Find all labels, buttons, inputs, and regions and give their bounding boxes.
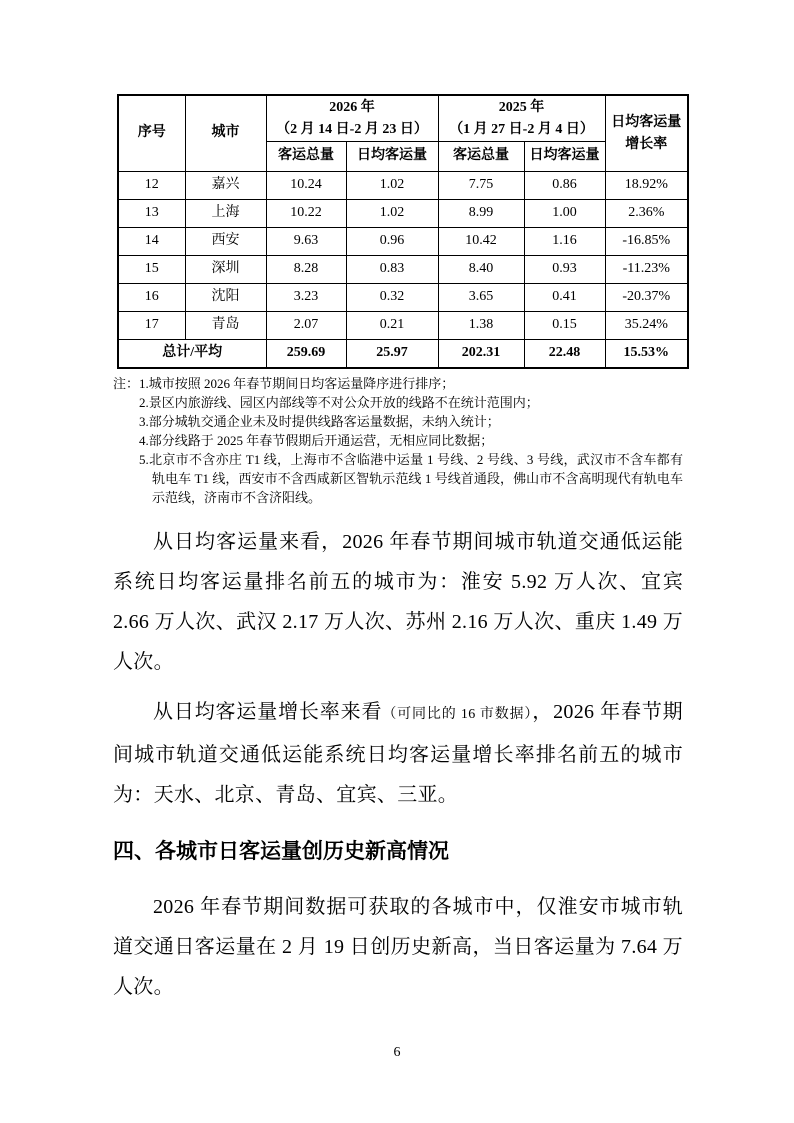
- header-city: 城市: [185, 95, 266, 172]
- header-2026-total-volume: 客运总量: [266, 142, 346, 172]
- cell-daily-2025: 22.48: [524, 340, 605, 369]
- cell-city: 上海: [185, 200, 266, 228]
- passenger-volume-table: [117, 94, 689, 369]
- note-item: 4.部分线路于 2025 年春节假期后开通运营，无相应同比数据；: [139, 433, 494, 448]
- cell-daily-2025: 0.41: [524, 284, 605, 312]
- cell-total-2025: 8.99: [438, 200, 524, 228]
- cell-total-2025: 8.40: [438, 256, 524, 284]
- header-growth-line2: 增长率: [625, 136, 668, 152]
- note-item: 2.景区内旅游线、园区内部线等不对公众开放的线路不在统计范围内；: [139, 395, 539, 410]
- cell-city: 西安: [185, 228, 266, 256]
- cell-growth: -20.37%: [605, 284, 688, 312]
- note-item: 5.北京市不含亦庄 T1 线，上海市不含临港中运量 1 号线、2 号线、3 号线，武汉市不含车都有轨电车 T1 线，西安市不含西咸新区智轨示范线 1 号线首通段，佛山市不含高明现代有轨电车示范线，济南市不含济阳线。: [139, 452, 683, 505]
- cell-seq: 13: [118, 200, 185, 228]
- header-seq: 序号: [118, 95, 185, 172]
- cell-city: 嘉兴: [185, 172, 266, 200]
- header-2025-year: 2025 年: [498, 99, 545, 115]
- cell-daily-2026: 1.02: [346, 172, 438, 200]
- header-period-2025: [438, 95, 605, 142]
- table-row: [118, 284, 688, 312]
- cell-city: 深圳: [185, 256, 266, 284]
- cell-total-2026: 10.22: [266, 200, 346, 228]
- cell-daily-2026: 0.32: [346, 284, 438, 312]
- cell-daily-2025: 0.93: [524, 256, 605, 284]
- cell-growth: -16.85%: [605, 228, 688, 256]
- note-item: 1.城市按照 2026 年春节期间日均客运量降序进行排序；: [139, 376, 455, 391]
- cell-city: 沈阳: [185, 284, 266, 312]
- cell-daily-2025: 1.00: [524, 200, 605, 228]
- header-2025-daily-volume: 日均客运量: [524, 142, 605, 172]
- table-total-row: [118, 340, 688, 369]
- cell-growth: -11.23%: [605, 256, 688, 284]
- cell-total-2026: 259.69: [266, 340, 346, 369]
- header-2026-range: （2 月 14 日-2 月 23 日）: [276, 121, 428, 137]
- cell-daily-2026: 0.96: [346, 228, 438, 256]
- cell-total-2026: 3.23: [266, 284, 346, 312]
- table-row: [118, 228, 688, 256]
- cell-total-2025: 10.42: [438, 228, 524, 256]
- cell-daily-2026: 1.02: [346, 200, 438, 228]
- section-heading: 四、各城市日客运量创历史新高情况: [113, 839, 449, 863]
- cell-daily-2026: 0.83: [346, 256, 438, 284]
- cell-daily-2025: 1.16: [524, 228, 605, 256]
- paragraph-top5-daily-volume: 从日均客运量来看，2026 年春节期间城市轨道交通低运能系统日均客运量排名前五的城市为：淮安 5.92 万人次、宜宾 2.66 万人次、武汉 2.17 万人次、苏州 2.16 万人次、重庆 1.49 万人次。: [113, 531, 683, 673]
- notes-label: 注：: [113, 376, 140, 391]
- cell-growth: 2.36%: [605, 200, 688, 228]
- table-row: [118, 172, 688, 200]
- paragraph-growth-lead: 从日均客运量增长率来看: [153, 701, 383, 723]
- cell-seq: 12: [118, 172, 185, 200]
- header-2026-daily-volume: 日均客运量: [346, 142, 438, 172]
- cell-total-2026: 10.24: [266, 172, 346, 200]
- cell-total-2025: 3.65: [438, 284, 524, 312]
- cell-seq: 15: [118, 256, 185, 284]
- header-period-2026: [266, 95, 438, 142]
- cell-total-2025: 7.75: [438, 172, 524, 200]
- note-item: 3.部分城轨交通企业未及时提供线路客运量数据，未纳入统计；: [139, 414, 500, 429]
- paragraph-growth-rest: ，2026 年春节期间城市轨道交通低运能系统日均客运量增长率排名前五的城市为：天水、北京、青岛、宜宾、三亚。: [113, 701, 683, 806]
- cell-total-2026: 9.63: [266, 228, 346, 256]
- notes-list: [139, 374, 683, 507]
- page-number: 6: [393, 1045, 401, 1060]
- cell-total-label: 总计/平均: [118, 340, 266, 369]
- table-row: [118, 200, 688, 228]
- cell-total-2025: 202.31: [438, 340, 524, 369]
- cell-total-2026: 2.07: [266, 312, 346, 340]
- cell-daily-2026: 0.21: [346, 312, 438, 340]
- table-row: [118, 256, 688, 284]
- cell-growth: 35.24%: [605, 312, 688, 340]
- cell-seq: 16: [118, 284, 185, 312]
- cell-growth: 18.92%: [605, 172, 688, 200]
- table-row: [118, 312, 688, 340]
- cell-total-2025: 1.38: [438, 312, 524, 340]
- header-2025-total-volume: 客运总量: [438, 142, 524, 172]
- cell-seq: 14: [118, 228, 185, 256]
- paragraph-top5-growth-rate: [113, 692, 683, 815]
- paragraph-growth-parenthetical: （可同比的 16 市数据）: [382, 707, 533, 722]
- cell-daily-2025: 0.86: [524, 172, 605, 200]
- paragraph-record-high: 2026 年春节期间数据可获取的各城市中，仅淮安市城市轨道交通日客运量在 2 月 19 日创历史新高，当日客运量为 7.64 万人次。: [113, 896, 683, 998]
- header-growth-line1: 日均客运量: [611, 114, 682, 130]
- cell-daily-2026: 25.97: [346, 340, 438, 369]
- header-2025-range: （1 月 27 日-2 月 4 日）: [449, 121, 594, 137]
- cell-daily-2025: 0.15: [524, 312, 605, 340]
- cell-seq: 17: [118, 312, 185, 340]
- header-growth-rate: [605, 95, 688, 172]
- cell-growth: 15.53%: [605, 340, 688, 369]
- header-2026-year: 2026 年: [329, 99, 375, 115]
- notes-section: [113, 374, 683, 507]
- cell-total-2026: 8.28: [266, 256, 346, 284]
- cell-city: 青岛: [185, 312, 266, 340]
